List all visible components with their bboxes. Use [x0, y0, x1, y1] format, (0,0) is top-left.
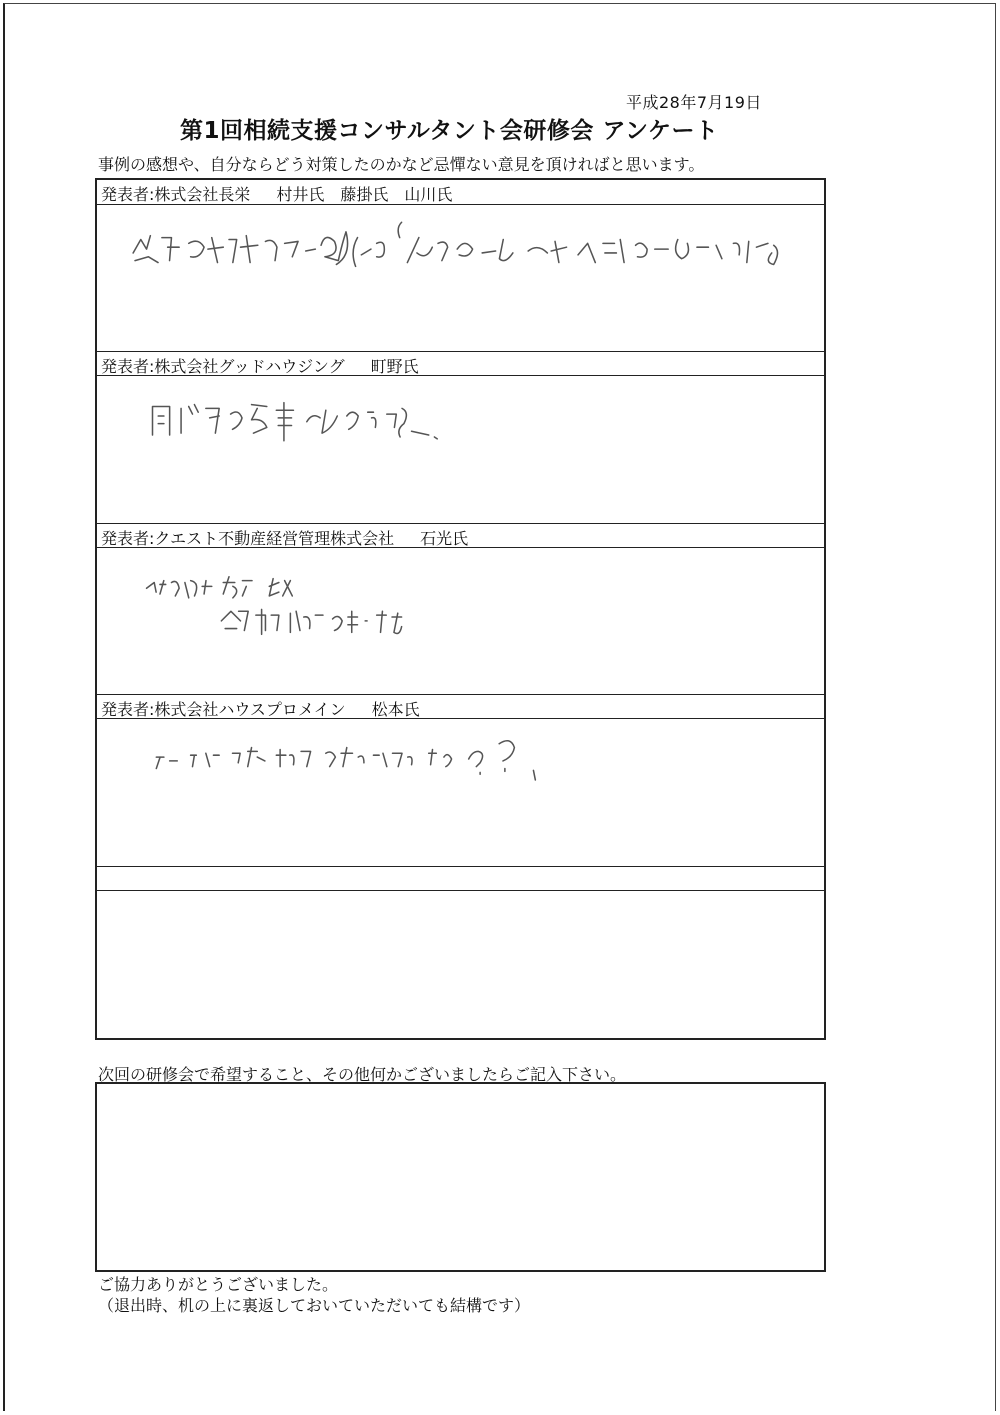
presenter-org: 株式会社グッドハウジング [154, 357, 345, 376]
return-note: （退出時、机の上に裏返しておいていただいても結構です） [98, 1296, 531, 1315]
survey-date: 平成28年7月19日 [626, 93, 762, 112]
handwriting-1 [97, 205, 828, 345]
answer-box-4[interactable] [97, 719, 824, 866]
answer-box-1[interactable] [97, 205, 824, 351]
presenter-org: 株式会社長栄 [154, 185, 251, 204]
handwriting-3 [97, 548, 828, 688]
survey-table [95, 178, 826, 1040]
presenter-prefix: 発表者: [101, 357, 155, 376]
section-header-3 [97, 523, 824, 548]
next-session-label: 次回の研修会で希望すること、その他何かございましたらご記入下さい。 [98, 1065, 627, 1084]
answer-box-3[interactable] [97, 548, 824, 694]
presenter-prefix: 発表者: [101, 700, 155, 719]
section-header-1 [97, 180, 824, 205]
handwriting-2 [97, 376, 828, 516]
presenter-org: 株式会社ハウスプロメイン [154, 700, 346, 719]
intro-text: 事例の感想や、自分ならどう対策したのかなど忌憚ない意見を頂ければと思います。 [98, 155, 705, 174]
handwriting-4 [97, 719, 828, 859]
next-session-answer-box[interactable] [95, 1082, 826, 1272]
presenter-names: 石光氏 [420, 529, 469, 548]
presenter-names: 松本氏 [371, 700, 420, 719]
answer-box-blank[interactable] [97, 891, 824, 1038]
presenter-names: 村井氏 藤掛氏 山川氏 [276, 185, 453, 204]
presenter-names: 町野氏 [370, 357, 419, 376]
page-title: 第1回相続支援コンサルタント会研修会 アンケート [180, 118, 719, 144]
section-header-2 [97, 351, 824, 376]
thanks-text: ご協力ありがとうございました。 [98, 1275, 339, 1294]
answer-box-2[interactable] [97, 376, 824, 523]
presenter-org: クエスト不動産経営管理株式会社 [154, 529, 395, 548]
presenter-prefix: 発表者: [101, 185, 155, 204]
section-header-blank [97, 866, 824, 891]
presenter-prefix: 発表者: [101, 529, 155, 548]
section-header-4 [97, 694, 824, 719]
